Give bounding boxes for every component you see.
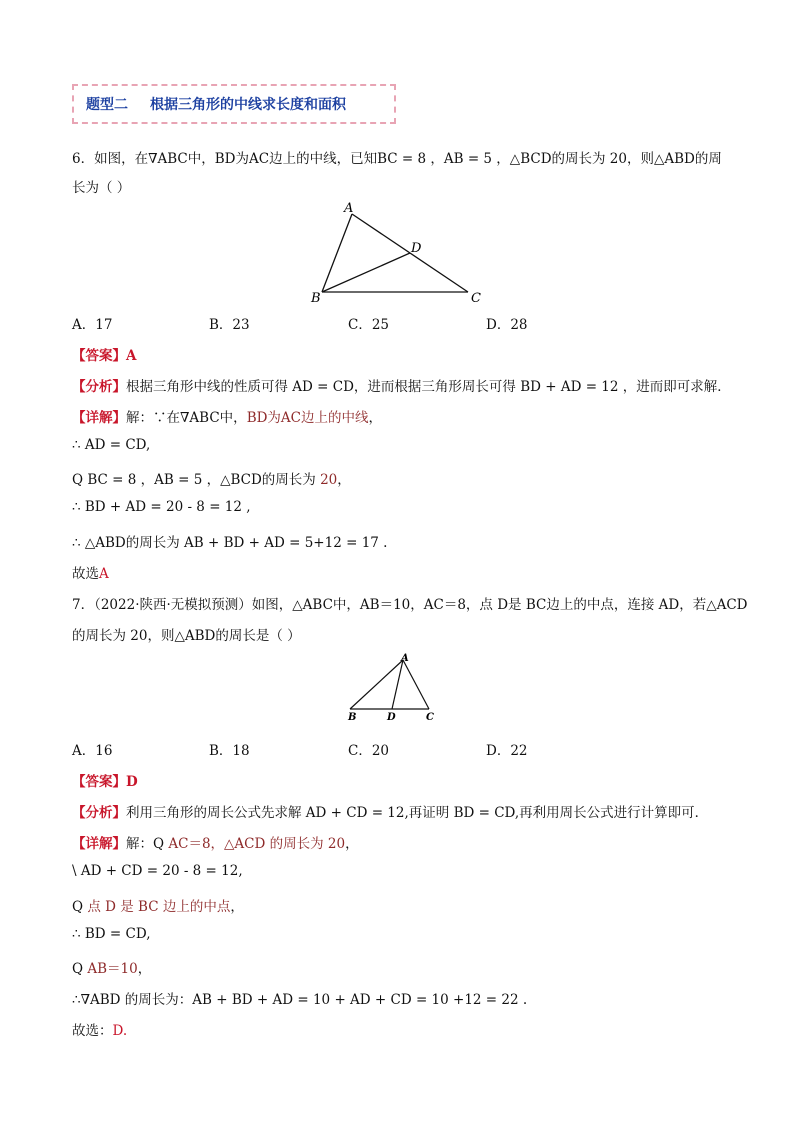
- q7-label-b: B: [348, 712, 357, 723]
- q7-detail-line4: ∴ BD = CD,: [72, 926, 151, 942]
- q6-detail-line2: ∴ AD = CD,: [72, 437, 151, 453]
- q7-detail-line2: \ AD + CD = 20 - 8 = 12,: [72, 863, 243, 879]
- q6-option-b: B．23: [209, 317, 250, 333]
- q6-label-c: C: [471, 291, 481, 306]
- q6-answer: [72, 344, 136, 364]
- q6-answer-tag: 【答案】: [72, 348, 126, 364]
- q7-option-a: A．16: [72, 743, 113, 759]
- q6-detail-line1-b: BD为AC边上的中线: [246, 410, 369, 426]
- q7-detail-line1: [72, 832, 359, 852]
- q7-option-c: C．20: [348, 743, 390, 759]
- q7-detail-line5-b: AB＝10: [87, 961, 138, 977]
- q6-triangle-figure: [300, 196, 500, 308]
- q6-detail-line4: ∴ BD + AD = 20 - 8 = 12 ,: [72, 499, 251, 515]
- q7-detail-tag: 【详解】: [72, 836, 126, 852]
- q7-detail-line5: [72, 957, 151, 977]
- q6-analysis-text: 根据三角形中线的性质可得 AD = CD，进而根据三角形周长可得 BD + AD = 12 ，进而即可求解．: [126, 379, 731, 395]
- q6-detail-line1-a: 解：∵在∇ABC中，: [126, 410, 247, 426]
- section-title-label: 题型二: [86, 97, 128, 113]
- q6-detail-line5: ∴ △ABD的周长为 AB + BD + AD = 5+12 = 17 .: [72, 535, 388, 551]
- q6-analysis: [72, 375, 731, 395]
- q6-option-a: A．17: [72, 317, 113, 333]
- q6-detail-line1-c: ，: [368, 410, 383, 426]
- q7-analysis-tag: 【分析】: [72, 805, 126, 821]
- q7-answer: [72, 770, 138, 790]
- q7-triangle-figure: [340, 650, 450, 726]
- q7-side-ab: [350, 660, 403, 709]
- q6-label-d: D: [411, 241, 422, 256]
- q6-conclusion: [72, 562, 109, 582]
- q7-detail-line3-b: 点 D 是 BC 边上的中点: [87, 899, 231, 915]
- q7-detail-line3-c: ，: [230, 899, 244, 915]
- q7-detail-line1-a: 解：Q: [126, 836, 169, 852]
- q7-option-d: D．22: [486, 743, 528, 759]
- q7-option-b: B．18: [209, 743, 250, 759]
- q6-conclusion-a: 故选: [72, 566, 99, 582]
- q7-analysis-text: 利用三角形的周长公式先求解 AD + CD = 12,再证明 BD = CD,再利用周长公式进行计算即可．: [126, 805, 709, 821]
- q6-detail-line1: [72, 406, 382, 426]
- q7-detail-line3: [72, 895, 244, 915]
- q7-detail-line5-a: Q: [72, 961, 88, 977]
- q7-answer-tag: 【答案】: [72, 774, 126, 790]
- section-title: [86, 94, 346, 114]
- q7-conclusion-b: D.: [112, 1023, 128, 1039]
- q7-conclusion-a: 故选：: [72, 1023, 113, 1039]
- q6-label-b: B: [311, 291, 321, 306]
- q6-conclusion-b: A: [99, 566, 109, 582]
- q7-stem-line1: 7．（2022·陕西·无模拟预测）如图，△ABC中，AB＝10，AC＝8，点 D是 BC边上的中点，连接 AD，若△ACD: [72, 597, 748, 613]
- q7-detail-line1-b: AC＝8，△ACD 的周长为 20: [168, 836, 346, 852]
- q6-label-a: A: [344, 201, 354, 216]
- q7-detail-line3-a: Q: [72, 899, 88, 915]
- q6-stem-line2: 长为（ ）: [72, 180, 131, 196]
- q6-detail-line3-b: 20: [315, 472, 338, 488]
- q7-stem-line2: 的周长为 20，则△ABD的周长是（ ）: [72, 628, 301, 644]
- q6-analysis-tag: 【分析】: [72, 379, 126, 395]
- q6-detail-line3-a: Q BC = 8 ，AB = 5 ，△BCD的周长为: [72, 472, 316, 488]
- q7-analysis: [72, 801, 708, 821]
- q7-conclusion: [72, 1019, 127, 1039]
- q6-option-c: C．25: [348, 317, 390, 333]
- q7-label-a: A: [401, 653, 409, 664]
- q6-detail-tag: 【详解】: [72, 410, 126, 426]
- q6-stem-line1: 6．如图，在∇ABC中，BD为AC边上的中线，已知BC = 8 ，AB = 5 ，△BCD的周长为 20，则△ABD的周: [72, 151, 722, 167]
- q6-detail-line3-c: ，: [337, 472, 351, 488]
- q7-median-ad: [392, 660, 403, 709]
- q6-option-d: D．28: [486, 317, 528, 333]
- q7-answer-value: D: [126, 774, 138, 790]
- q7-label-c: C: [426, 712, 434, 723]
- q6-detail-line3: [72, 468, 351, 488]
- q7-side-ac: [403, 660, 429, 709]
- q7-detail-line6: ∴∇ABD 的周长为：AB + BD + AD = 10 + AD + CD = 10 +12 = 22 .: [72, 992, 528, 1008]
- section-title-text: 根据三角形的中线求长度和面积: [150, 97, 346, 113]
- q6-answer-value: A: [126, 348, 137, 364]
- q7-label-d: D: [387, 712, 396, 723]
- q7-detail-line5-c: ，: [137, 961, 152, 977]
- q7-detail-line1-c: ，: [345, 836, 359, 852]
